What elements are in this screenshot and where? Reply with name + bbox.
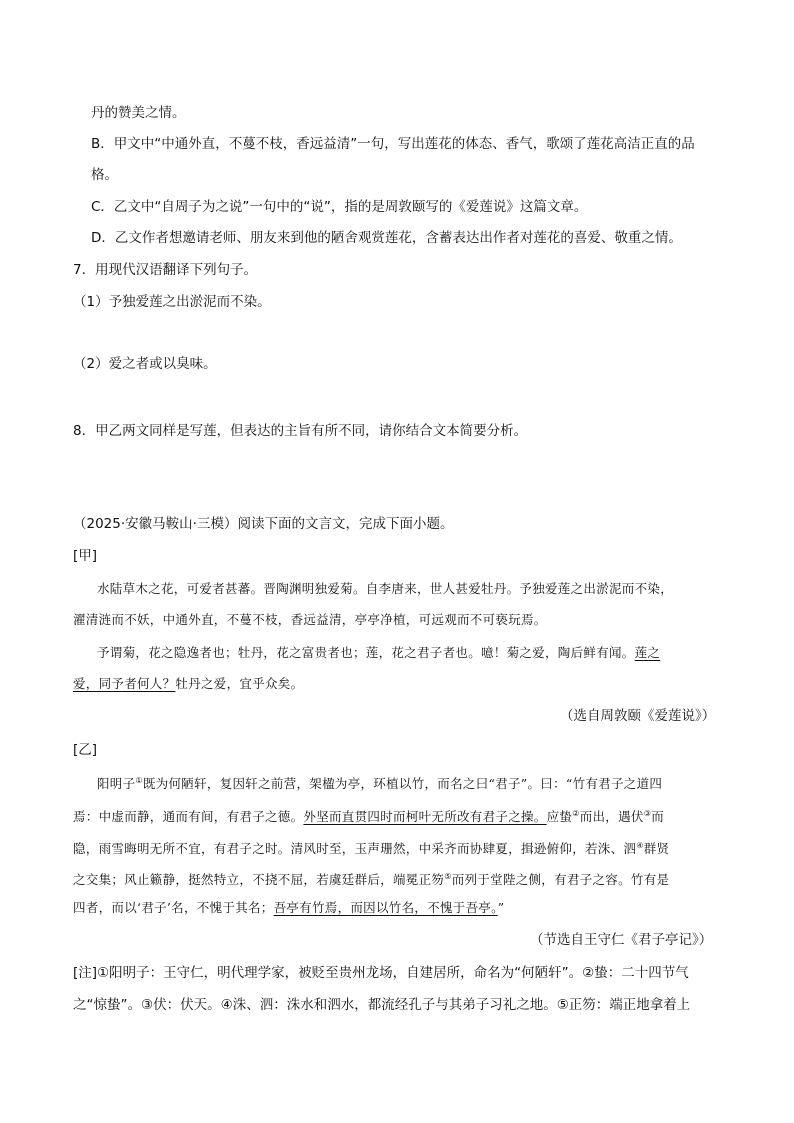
yi-line5-a: 四者，而以‘君子’名，不愧于其名； (73, 900, 274, 915)
q6-option-b-line1: B．甲文中“中通外直，不蔓不枝，香远益清”一句，写出莲花的体态、香气，歌颂了莲花高洁正直的品 (91, 136, 695, 152)
q6-option-d: D．乙文作者想邀请老师、朋友来到他的陋舍观赏莲花，含蓄表达出作者对莲花的喜爱、敬重之情。 (91, 230, 682, 246)
yi-line3-a: 隐，雨雪晦明无所不宜，有君子之时。清风时至，玉声珊然，中采齐而协肆夏，揖逊俯仰，若洙、泗 (73, 841, 637, 857)
yi-line3-b: 群贤 (643, 841, 670, 857)
q7-sentence-2: （2）爱之者或以臭味。 (73, 356, 217, 372)
yi-line1 (97, 771, 662, 794)
q8-title: 8．甲乙两文同样是写莲，但表达的主旨有所不同，请你结合文本简要分析。 (73, 423, 528, 439)
q6-option-b-line2: 格。 (91, 167, 118, 183)
jia-p2-underlined-start: 莲之 (634, 645, 661, 660)
jia-source: （选自周敦颐《爱莲说》） (560, 708, 716, 724)
notes-line1: [注]①阳明子：王守仁，明代理学家，被贬至贵州龙场，自建居所，命名为“何陋轩”。②蛰：二十四节气 (73, 965, 689, 981)
footnote-marker-1: ① (135, 776, 143, 785)
section-intro: （2025·安徽马鞍山·三模）阅读下面的文言文，完成下面小题。 (73, 516, 454, 532)
yi-line5-b: ” (497, 900, 505, 915)
footnote-marker-5: ⑤ (444, 872, 452, 881)
yi-line1-a: 阳明子 (97, 776, 136, 792)
yi-line4-b: 而列于堂陛之侧，有君子之容。竹有是 (451, 872, 670, 888)
footnote-marker-3: ③ (643, 809, 652, 818)
yi-line2-c: 而出，遇伏 (579, 809, 644, 825)
jia-label: [甲] (73, 548, 98, 564)
yi-line4 (73, 867, 669, 890)
yi-line1-b: 既为何陋轩，复因轩之前营，架楹为亭，环植以竹，而名之曰“君子”。曰：“竹有君子之道四 (142, 776, 663, 792)
jia-paragraph2-line2 (73, 674, 303, 694)
yi-line2-a: 焉：中虚而静，通而有间，有君子之德。 (73, 809, 304, 825)
q6-option-a-continued: 丹的赞美之情。 (91, 105, 186, 121)
yi-label: [乙] (73, 742, 98, 758)
footnote-marker-2: ② (572, 809, 580, 818)
q6-option-c: C．乙文中“自周子为之说”一句中的“说”，指的是周敦颐写的《爱莲说》这篇文章。 (91, 199, 588, 215)
yi-line2-underlined: 外坚而直贯四时而柯叶无所改有君子之操。 (303, 809, 547, 825)
jia-paragraph1-line1: 水陆草木之花，可爱者甚蕃。晋陶渊明独爱菊。自李唐来，世人甚爱牡丹。予独爱莲之出淤泥而不染， (97, 581, 674, 596)
q7-title: 7．用现代汉语翻译下列句子。 (73, 262, 258, 278)
jia-p2-underlined-end: 爱，同予者何人？ (73, 676, 176, 691)
jia-paragraph1-line2: 濯清涟而不妖，中通外直，不蔓不枝，香远益清，亭亭净植，可远观而不可亵玩焉。 (73, 612, 547, 627)
jia-p2-rest: 牡丹之爱，宜乎众矣。 (175, 676, 304, 691)
yi-line4-a: 之交集；风止籁静，挺然特立，不挠不屈，若虞廷群后，端冕正笏 (73, 872, 445, 888)
footnote-marker-4: ④ (636, 841, 644, 850)
jia-paragraph2-line1 (97, 643, 660, 663)
yi-line2-b: 应蛰 (546, 809, 573, 825)
yi-line2-d: 而 (651, 809, 665, 825)
yi-source: （节选自王守仁《君子亭记》） (530, 932, 713, 948)
yi-line2 (73, 804, 664, 827)
yi-line3 (73, 836, 669, 859)
yi-line5 (73, 898, 504, 918)
yi-line5-underlined: 吾亭有竹焉，而因以竹名，不愧于吾亭。 (273, 900, 498, 915)
notes-line2: 之“惊蛰”。③伏：伏天。④洙、泗：洙水和泗水，都流经孔子与其弟子习礼之地。⑤正笏：端正地拿着上 (73, 997, 691, 1013)
jia-p2-text: 予谓菊，花之隐逸者也；牡丹，花之富贵者也；莲，花之君子者也。噫！菊之爱，陶后鲜有闻。 (97, 645, 635, 660)
q7-sentence-1: （1）予独爱莲之出淤泥而不染。 (73, 294, 271, 310)
